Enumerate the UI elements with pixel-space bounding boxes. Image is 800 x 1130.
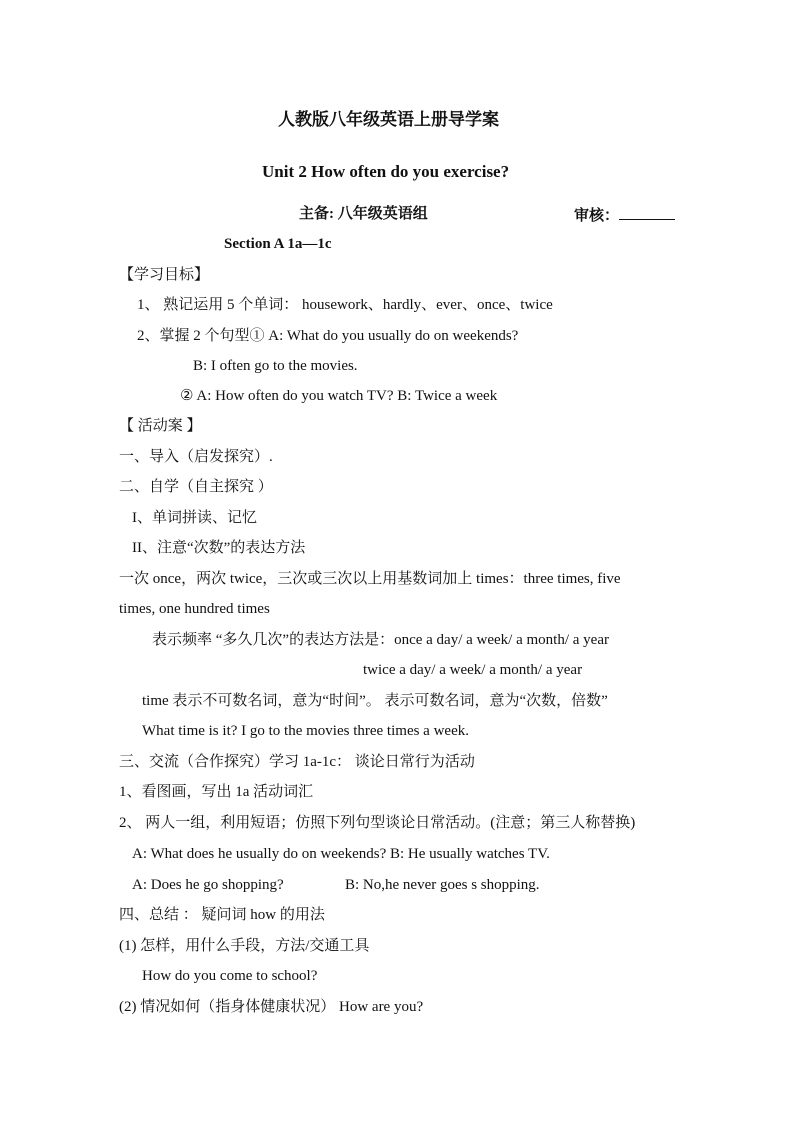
goal-2: 2、掌握 2 个句型① A: What do you usually do on weekends? (137, 328, 519, 344)
part-2-item-ii: II、注意“次数”的表达方法 (132, 540, 306, 556)
section-label: Section A 1a—1c (224, 236, 332, 252)
frequency-line-1: 表示频率 “多久几次”的表达方法是：once a day/ a week/ a month/ a year (152, 632, 609, 648)
part-3-step-2: 2、 两人一组，利用短语；仿照下列句型谈论日常活动。(注意；第三人称替换) (119, 815, 636, 831)
how-usage-1-example: How do you come to school? (142, 968, 318, 984)
goal-1: 1、 熟记运用 5 个单词： housework、hardly、ever、once、twice (137, 297, 553, 313)
goal-2-pattern-2: ② A: How often do you watch TV? B: Twice a week (180, 388, 498, 404)
how-usage-1: (1) 怎样，用什么手段，方法/交通工具 (119, 938, 370, 954)
reviewer-label: 审核： (574, 208, 620, 224)
part-2-heading: 二、自学（自主探究 ） (119, 479, 273, 495)
activity-heading: 【 活动案 】 (119, 418, 202, 434)
frequency-line-2: twice a day/ a week/ a month/ a year (363, 662, 583, 678)
time-usage-line: time 表示不可数名词，意为“时间”。 表示可数名词，意为“次数，倍数” (142, 693, 608, 709)
times-line-1: 一次 once，两次 twice，三次或三次以上用基数词加上 times：three times, five (119, 571, 621, 587)
part-1-heading: 一、导入（启发探究）. (119, 449, 273, 465)
example-line: What time is it? I go to the movies three times a week. (142, 723, 469, 739)
unit-title: Unit 2 How often do you exercise? (262, 162, 510, 181)
doc-title: 人教版八年级英语上册导学案 (278, 110, 499, 129)
reviewer-blank (619, 204, 675, 220)
times-line-2: times, one hundred times (119, 601, 270, 617)
dialog-line-1: A: What does he usually do on weekends? B: He usually watches TV. (132, 846, 550, 862)
how-usage-2: (2) 情况如何（指身体健康状况） How are you? (119, 999, 424, 1015)
goals-heading: 【学习目标】 (119, 267, 210, 283)
part-3-step-1: 1、看图画，写出 1a 活动词汇 (119, 784, 314, 800)
dialog-line-2-b: B: No,he never goes s shopping. (345, 877, 540, 893)
goal-2-answer: B: I often go to the movies. (193, 358, 358, 374)
part-2-item-i: I、单词拼读、记忆 (132, 510, 257, 526)
reviewer-field (574, 204, 675, 226)
dialog-line-2-a: A: Does he go shopping? (132, 877, 284, 893)
part-4-heading: 四、总结 ： 疑问词 how 的用法 (119, 907, 325, 923)
part-3-heading: 三、交流（合作探究）学习 1a-1c： 谈论日常行为活动 (119, 754, 475, 770)
preparer-label: 主备: 八年级英语组 (299, 206, 428, 222)
